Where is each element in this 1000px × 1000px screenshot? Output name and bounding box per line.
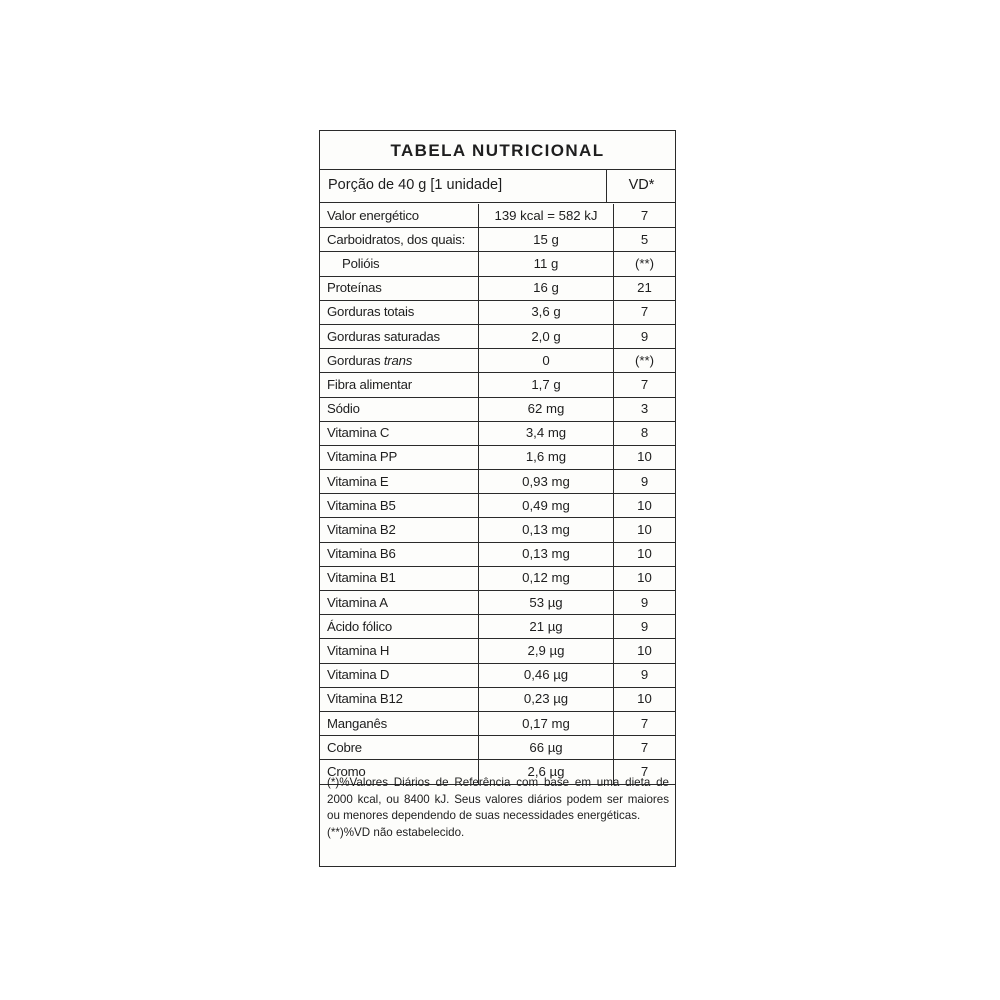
nutrient-vd: 10 — [614, 566, 676, 590]
table-row — [320, 204, 675, 228]
vd-column-header: VD* — [606, 170, 676, 203]
nutrient-name: Gorduras saturadas — [320, 324, 479, 348]
nutrient-vd: 7 — [614, 300, 676, 324]
nutrient-quantity: 3,4 mg — [479, 421, 614, 445]
nutrient-vd: (**) — [614, 349, 676, 373]
table-row — [320, 711, 675, 735]
nutrient-name: Vitamina D — [320, 663, 479, 687]
table-row — [320, 494, 675, 518]
nutrient-quantity: 0,46 µg — [479, 663, 614, 687]
footnote-reference-values: (*)%Valores Diários de Referência com base em uma dieta de 2000 kcal, ou 8400 kJ. Seus valores diários podem ser maiores ou menores dependendo de suas necessidades energéticas. — [327, 776, 669, 823]
table-row — [320, 324, 675, 348]
table-row — [320, 639, 675, 663]
nutrient-vd: (**) — [614, 252, 676, 276]
table-row — [320, 615, 675, 639]
nutrient-vd: 7 — [614, 373, 676, 397]
nutrient-vd: 9 — [614, 470, 676, 494]
nutrient-vd: 21 — [614, 276, 676, 300]
nutrient-vd: 5 — [614, 228, 676, 252]
table-row — [320, 736, 675, 760]
table-title: TABELA NUTRICIONAL — [390, 141, 605, 160]
nutrient-vd: 10 — [614, 639, 676, 663]
nutrient-quantity: 11 g — [479, 252, 614, 276]
table-row — [320, 591, 675, 615]
nutrient-quantity: 139 kcal = 582 kJ — [479, 204, 614, 228]
table-row — [320, 397, 675, 421]
nutrient-quantity: 15 g — [479, 228, 614, 252]
nutrient-name — [320, 349, 479, 373]
nutrient-quantity: 1,6 mg — [479, 445, 614, 469]
table-row — [320, 300, 675, 324]
nutrient-quantity: 0 — [479, 349, 614, 373]
nutrient-quantity: 53 µg — [479, 591, 614, 615]
nutrient-name: Vitamina B1 — [320, 566, 479, 590]
nutrient-name-prefix: Gorduras — [327, 352, 384, 368]
nutrient-name: Vitamina B12 — [320, 687, 479, 711]
nutrient-quantity: 0,17 mg — [479, 711, 614, 735]
table-row — [320, 542, 675, 566]
nutrient-quantity: 62 mg — [479, 397, 614, 421]
table-row — [320, 518, 675, 542]
nutrient-name: Valor energético — [320, 204, 479, 228]
table-row — [320, 421, 675, 445]
nutrient-name: Vitamina H — [320, 639, 479, 663]
nutrient-quantity: 0,12 mg — [479, 566, 614, 590]
nutrient-table — [320, 204, 675, 785]
nutrient-quantity: 16 g — [479, 276, 614, 300]
nutrient-vd: 3 — [614, 397, 676, 421]
nutrient-vd: 10 — [614, 542, 676, 566]
nutrient-quantity: 0,49 mg — [479, 494, 614, 518]
nutrient-vd: 7 — [614, 736, 676, 760]
nutrient-quantity: 2,6 µg — [479, 760, 614, 784]
nutrient-vd: 8 — [614, 421, 676, 445]
nutrient-name: Vitamina A — [320, 591, 479, 615]
footnotes — [327, 775, 669, 841]
nutrient-vd: 7 — [614, 204, 676, 228]
nutrient-quantity: 66 µg — [479, 736, 614, 760]
nutrient-name: Vitamina C — [320, 421, 479, 445]
portion-label: Porção de 40 g [1 unidade] — [328, 177, 503, 193]
table-row — [320, 663, 675, 687]
portion-header-row — [320, 170, 675, 203]
nutrition-table-panel — [319, 130, 676, 867]
nutrient-quantity: 21 µg — [479, 615, 614, 639]
nutrient-quantity: 0,13 mg — [479, 542, 614, 566]
nutrient-quantity: 0,23 µg — [479, 687, 614, 711]
nutrient-name: Polióis — [320, 252, 479, 276]
nutrient-name: Vitamina B6 — [320, 542, 479, 566]
nutrient-vd: 7 — [614, 711, 676, 735]
nutrient-quantity: 3,6 g — [479, 300, 614, 324]
nutrient-quantity: 0,93 mg — [479, 470, 614, 494]
footnote-vd-not-established: (**)%VD não estabelecido. — [327, 825, 465, 839]
nutrient-quantity: 2,0 g — [479, 324, 614, 348]
nutrient-name-italic: trans — [383, 352, 413, 368]
nutrient-vd: 10 — [614, 518, 676, 542]
table-row — [320, 276, 675, 300]
nutrient-name: Vitamina E — [320, 470, 479, 494]
table-row — [320, 566, 675, 590]
nutrient-vd: 10 — [614, 445, 676, 469]
nutrient-vd: 9 — [614, 615, 676, 639]
table-row — [320, 470, 675, 494]
nutrient-name: Vitamina B2 — [320, 518, 479, 542]
table-row — [320, 373, 675, 397]
nutrient-quantity: 2,9 µg — [479, 639, 614, 663]
table-row — [320, 228, 675, 252]
nutrient-name: Vitamina PP — [320, 445, 479, 469]
nutrient-vd: 9 — [614, 324, 676, 348]
table-row — [320, 252, 675, 276]
nutrient-name: Vitamina B5 — [320, 494, 479, 518]
nutrient-vd: 10 — [614, 687, 676, 711]
nutrient-vd: 9 — [614, 591, 676, 615]
table-row — [320, 445, 675, 469]
nutrient-quantity: 0,13 mg — [479, 518, 614, 542]
nutrient-name: Ácido fólico — [320, 615, 479, 639]
nutrient-name: Carboidratos, dos quais: — [320, 228, 479, 252]
nutrient-vd: 10 — [614, 494, 676, 518]
nutrient-vd: 7 — [614, 760, 676, 784]
table-row — [320, 349, 675, 373]
nutrient-name: Proteínas — [320, 276, 479, 300]
nutrient-name: Cromo — [320, 760, 479, 784]
nutrient-quantity: 1,7 g — [479, 373, 614, 397]
table-row — [320, 687, 675, 711]
nutrient-name: Fibra alimentar — [320, 373, 479, 397]
nutrient-name: Cobre — [320, 736, 479, 760]
nutrient-name: Manganês — [320, 711, 479, 735]
nutrient-name: Gorduras totais — [320, 300, 479, 324]
nutrient-vd: 9 — [614, 663, 676, 687]
nutrient-name: Sódio — [320, 397, 479, 421]
